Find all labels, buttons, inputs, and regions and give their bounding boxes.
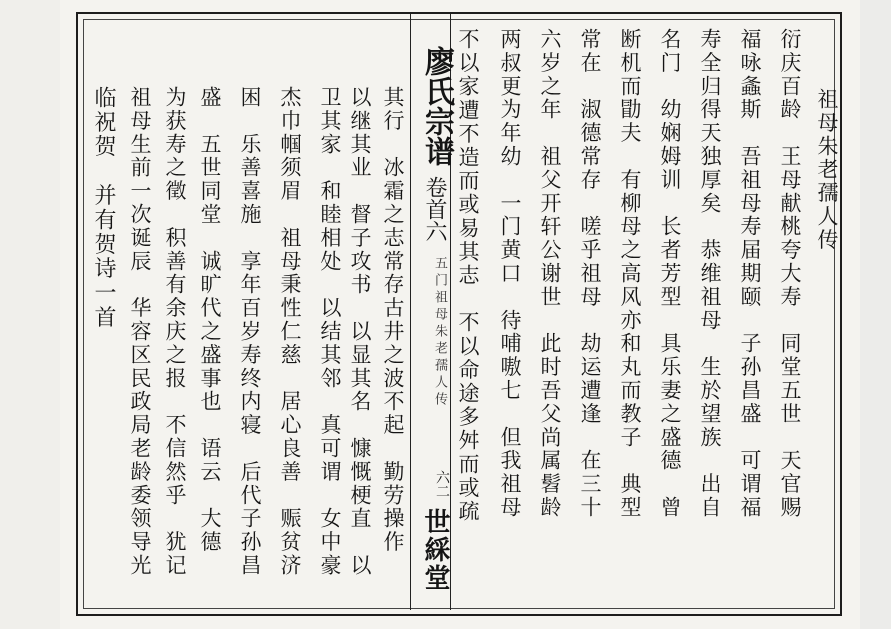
right-column-8: 六岁之年 祖父开轩公谢世 此时吾父尚属髫龄 xyxy=(538,28,562,520)
volume-label: 卷首六 xyxy=(422,176,447,242)
right-column-2: 衍庆百龄 王母献桃夸大寿 同堂五世 天官赐 xyxy=(778,28,802,520)
right-column-9: 两叔更为年幼 一门黄口 待哺嗷七 但我祖母 xyxy=(498,28,522,520)
left-column-6: 盛 五世同堂 诚旷代之盛事也 语云 大德 xyxy=(198,86,222,554)
right-column-6: 断机而勖夫 有柳母之高风亦和丸而教子 典型 xyxy=(618,28,642,520)
left-page-margin xyxy=(0,0,60,629)
center-divider xyxy=(410,14,454,610)
section-title: 五门祖母朱老孺人传 xyxy=(432,256,447,409)
genealogy-title: 廖氏宗谱 xyxy=(419,46,454,166)
left-column-8: 祖母生前一次诞辰 华容区民政局老龄委领导光 xyxy=(128,86,152,578)
right-column-7: 常在 淑德常存 嗟乎祖母 劫运遭逢 在三十 xyxy=(578,28,602,520)
page-number: 六二 xyxy=(434,470,450,498)
right-column-5: 名门 幼娴姆训 长者芳型 具乐妻之盛德 曾 xyxy=(658,28,682,520)
left-column-5: 困 乐善喜施 享年百岁寿终内寝 后代子孙昌 xyxy=(238,86,262,578)
hall-name: 世綵堂 xyxy=(420,508,450,592)
right-column-1: 祖母朱老孺人传 xyxy=(815,88,839,252)
left-column-4: 杰巾帼须眉 祖母秉性仁慈 居心良善 赈贫济 xyxy=(278,86,302,578)
right-column-4: 寿全归得天独厚矣 恭维祖母 生於望族 出自 xyxy=(698,28,722,520)
left-column-2: 以继其业 督子攻书 以显其名 慷慨梗直 以 xyxy=(348,86,372,578)
right-column-3: 福咏螽斯 吾祖母寿届期颐 子孙昌盛 可谓福 xyxy=(738,28,762,520)
left-column-9-visible: 临祝贺 并有贺诗一首 xyxy=(91,86,116,330)
right-column-10-visible: 不以家遭不造而或易其志 不以命途多舛而或疏 xyxy=(456,28,480,524)
divider-rule-left xyxy=(410,14,411,610)
left-column-7: 为获寿之徵 积善有余庆之报 不信然乎 犹记 xyxy=(163,86,187,578)
left-column-3: 卫其家 和睦相处 以结其邻 真可谓 女中豪 xyxy=(318,86,342,578)
left-column-1: 其行 冰霜之志常存古井之波不起 勤劳操作 xyxy=(381,86,405,554)
right-page-margin xyxy=(860,0,891,629)
